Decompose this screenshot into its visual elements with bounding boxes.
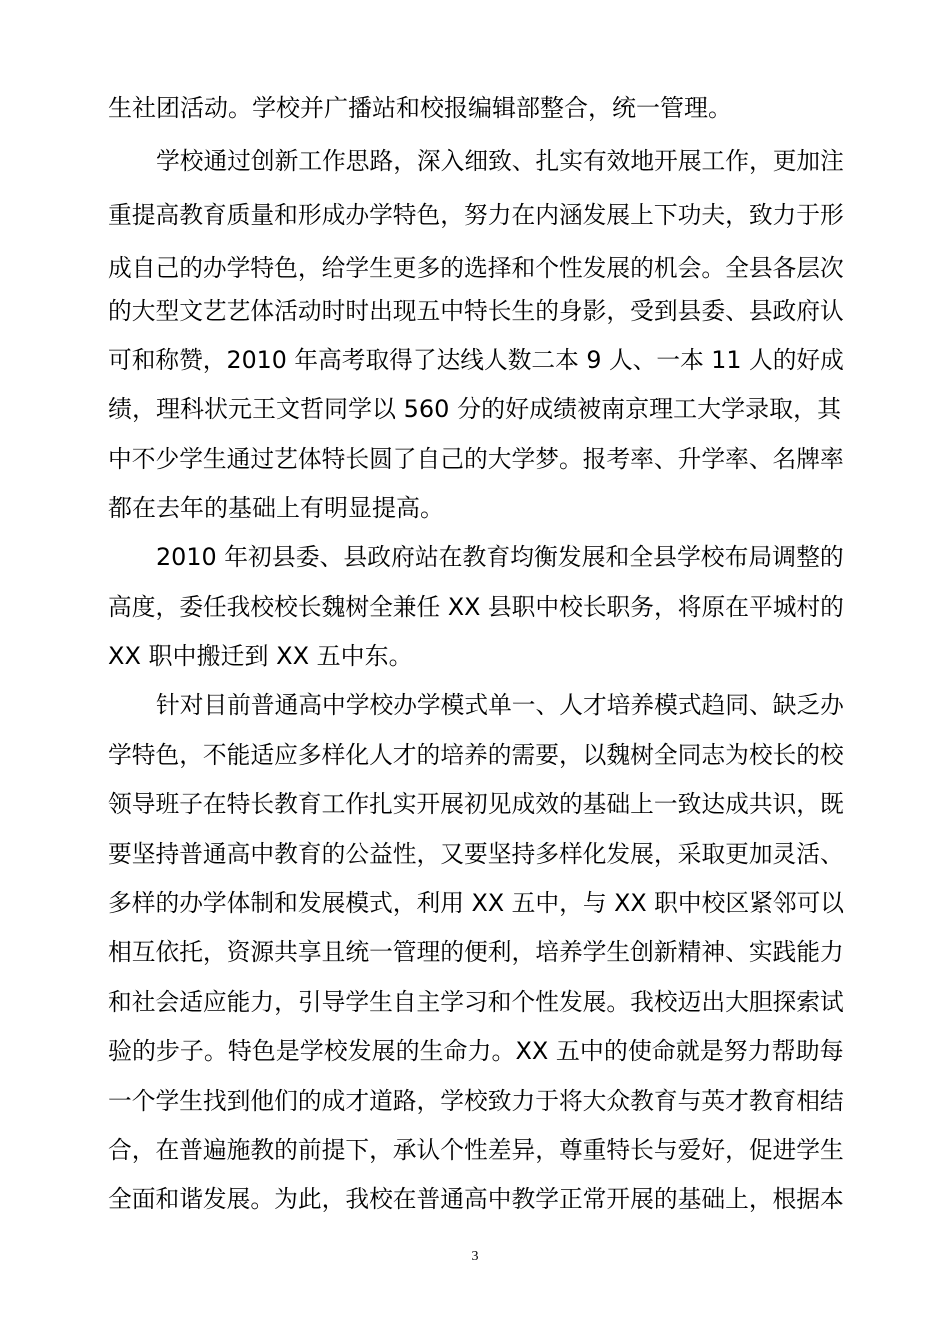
text-line: 一个学生找到他们的成才道路，学校致力于将大众教育与英才教育相结 <box>108 1087 844 1115</box>
text-line: 成自己的办学特色，给学生更多的选择和个性发展的机会。全县各层次 <box>108 254 844 282</box>
text-line: 中不少学生通过艺体特长圆了自己的大学梦。报考率、升学率、名牌率 <box>108 445 844 473</box>
text-line: 合，在普遍施教的前提下，承认个性差异，尊重特长与爱好，促进学生 <box>108 1136 844 1164</box>
text-line: 领导班子在特长教育工作扎实开展初见成效的基础上一致达成共识，既 <box>108 790 844 818</box>
text-line: 重提高教育质量和形成办学特色，努力在内涵发展上下功夫，致力于形 <box>108 201 844 229</box>
text-line: 学特色，不能适应多样化人才的培养的需要，以魏树全同志为校长的校 <box>108 741 844 769</box>
text-line: 的大型文艺艺体活动时时出现五中特长生的身影，受到县委、县政府认 <box>108 297 844 325</box>
text-line: 全面和谐发展。为此，我校在普通高中教学正常开展的基础上，根据本 <box>108 1185 844 1213</box>
page-number: 3 <box>471 1249 479 1264</box>
text-line: 生社团活动。学校并广播站和校报编辑部整合，统一管理。 <box>108 94 732 122</box>
paragraph-start-line: 针对目前普通高中学校办学模式单一、人才培养模式趋同、缺乏办 <box>156 691 844 719</box>
text-line: 多样的办学体制和发展模式，利用 XX 五中，与 XX 职中校区紧邻可以 <box>108 889 845 917</box>
text-line: 绩，理科状元王文哲同学以 560 分的好成绩被南京理工大学录取，其 <box>108 395 842 423</box>
paragraph-start-line: 学校通过创新工作思路，深入细致、扎实有效地开展工作，更加注 <box>156 147 844 175</box>
text-line: 和社会适应能力，引导学生自主学习和个性发展。我校迈出大胆探索试 <box>108 988 844 1016</box>
paragraph-start-line: 2010 年初县委、县政府站在教育均衡发展和全县学校布局调整的 <box>156 543 844 571</box>
text-line: 相互依托，资源共享且统一管理的便利，培养学生创新精神、实践能力 <box>108 938 844 966</box>
text-line: 都在去年的基础上有明显提高。 <box>108 494 444 522</box>
text-line: 可和称赞，2010 年高考取得了达线人数二本 9 人、一本 11 人的好成 <box>108 346 844 374</box>
text-line: XX 职中搬迁到 XX 五中东。 <box>108 642 413 670</box>
text-line: 验的步子。特色是学校发展的生命力。XX 五中的使命就是努力帮助每 <box>108 1037 844 1065</box>
text-line: 高度，委任我校校长魏树全兼任 XX 县职中校长职务，将原在平城村的 <box>108 593 844 621</box>
text-line: 要坚持普通高中教育的公益性，又要坚持多样化发展，采取更加灵活、 <box>108 840 844 868</box>
